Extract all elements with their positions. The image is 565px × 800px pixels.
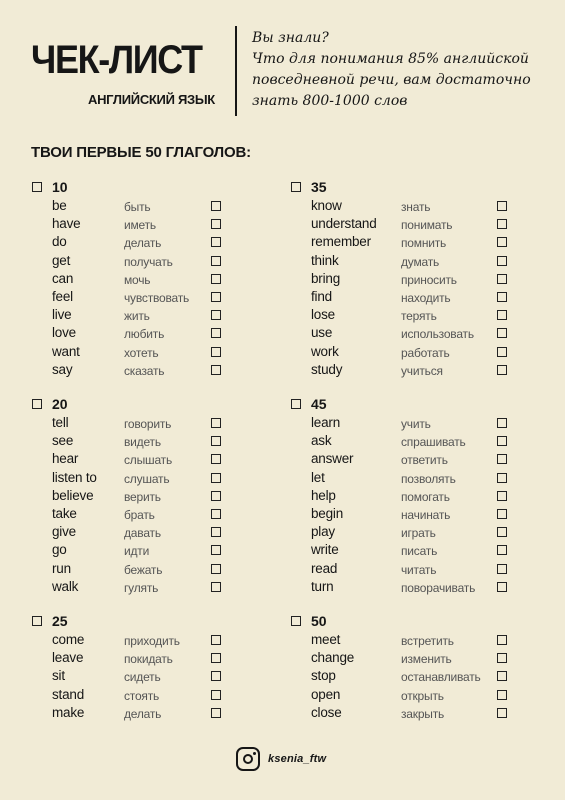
english-verb: know (311, 198, 342, 213)
verb-row (32, 451, 262, 469)
verb-row (291, 344, 521, 362)
russian-translation: приходить (124, 634, 180, 648)
group-number: 25 (52, 613, 68, 629)
russian-translation: ответить (401, 453, 448, 468)
verb-row (291, 650, 521, 668)
russian-translation: думать (401, 254, 440, 269)
did-you-know-text: Что для понимания 85% английской повседневной речи, вам достаточно знать 800-1000 слов (252, 51, 531, 109)
verb-row (32, 289, 262, 307)
russian-translation: сказать (124, 363, 165, 378)
header-divider (235, 26, 237, 116)
verb-row (32, 488, 262, 506)
verb-checkbox[interactable] (211, 564, 221, 574)
instagram-icon (236, 747, 260, 771)
verb-row (32, 234, 262, 252)
verb-checkbox[interactable] (497, 473, 507, 483)
section-heading: ТВОИ ПЕРВЫЕ 50 ГЛАГОЛОВ: (31, 144, 251, 161)
verb-row (291, 289, 521, 307)
verb-checkbox[interactable] (211, 635, 221, 645)
russian-translation: помогать (401, 489, 450, 504)
russian-translation: стоять (124, 688, 160, 703)
english-verb: say (52, 361, 73, 377)
verb-checkbox[interactable] (211, 256, 221, 266)
verb-checkbox[interactable] (211, 436, 221, 446)
verb-checkbox[interactable] (497, 436, 507, 446)
russian-translation: находить (401, 290, 451, 305)
russian-translation: жить (124, 309, 150, 324)
english-verb: answer (311, 451, 354, 467)
verb-checkbox[interactable] (497, 491, 507, 501)
russian-translation: покидать (124, 652, 173, 667)
verb-row (32, 198, 262, 216)
english-verb: walk (52, 578, 79, 594)
english-verb: sit (52, 668, 65, 684)
english-verb: give (52, 524, 76, 540)
verb-checkbox[interactable] (497, 635, 507, 645)
verb-row (32, 579, 262, 597)
verb-checkbox[interactable] (211, 237, 221, 247)
group-checkbox[interactable] (32, 616, 42, 626)
verb-checkbox[interactable] (497, 365, 507, 375)
russian-translation: делать (124, 236, 162, 251)
verb-checkbox[interactable] (497, 671, 507, 681)
english-verb: find (311, 288, 332, 304)
russian-translation: изменить (401, 652, 452, 667)
english-verb: feel (52, 288, 73, 304)
verb-checkbox[interactable] (497, 219, 507, 229)
verb-row (32, 415, 262, 433)
group-number: 35 (311, 179, 327, 195)
english-verb: see (52, 433, 74, 449)
english-verb: bring (311, 270, 341, 286)
english-verb: learn (311, 415, 341, 430)
verb-checkbox[interactable] (497, 545, 507, 555)
russian-translation: позволять (401, 471, 456, 486)
russian-translation: терять (401, 309, 437, 324)
english-verb: use (311, 325, 333, 341)
english-verb: turn (311, 578, 334, 594)
verb-row (32, 325, 262, 343)
english-verb: be (52, 198, 67, 213)
verb-checkbox[interactable] (211, 310, 221, 320)
verb-group-10 (32, 178, 262, 380)
verb-row (291, 271, 521, 289)
english-verb: can (52, 270, 74, 286)
group-checkbox[interactable] (291, 399, 301, 409)
english-verb: study (311, 361, 343, 377)
english-verb: go (52, 542, 67, 558)
russian-translation: учиться (401, 363, 443, 378)
verb-checkbox[interactable] (497, 328, 507, 338)
verb-row (291, 451, 521, 469)
verb-row (291, 253, 521, 271)
verb-checkbox[interactable] (497, 274, 507, 284)
verb-row (291, 488, 521, 506)
verb-row (32, 362, 262, 380)
verb-checkbox[interactable] (211, 201, 221, 211)
russian-translation: помнить (401, 236, 447, 251)
verb-row (291, 198, 521, 216)
verb-checkbox[interactable] (211, 491, 221, 501)
did-you-know-question: Вы знали? (252, 30, 329, 46)
verb-group-20 (32, 395, 262, 597)
verb-row (32, 687, 262, 705)
verb-row (291, 561, 521, 579)
verb-row (291, 433, 521, 451)
verb-checkbox[interactable] (497, 653, 507, 663)
group-header (291, 178, 521, 198)
verb-row (32, 344, 262, 362)
english-verb: write (311, 542, 339, 558)
verb-row (291, 632, 521, 650)
verb-row (32, 307, 262, 325)
russian-translation: читать (401, 562, 437, 577)
russian-translation: учить (401, 417, 431, 431)
russian-translation: верить (124, 489, 161, 504)
verb-row (291, 362, 521, 380)
verb-checkbox[interactable] (497, 454, 507, 464)
english-verb: open (311, 686, 341, 702)
group-number: 50 (311, 613, 327, 629)
english-verb: want (52, 343, 80, 359)
verb-row (291, 687, 521, 705)
verb-row (32, 524, 262, 542)
verb-checkbox[interactable] (211, 454, 221, 464)
verb-row (291, 705, 521, 723)
verb-checkbox[interactable] (211, 292, 221, 302)
english-verb: believe (52, 487, 94, 503)
russian-translation: чувствовать (124, 290, 190, 305)
english-verb: read (311, 560, 338, 576)
verb-checkbox[interactable] (497, 509, 507, 519)
group-header (32, 178, 262, 198)
verb-row (32, 253, 262, 271)
english-verb: ask (311, 433, 332, 449)
verb-row (291, 668, 521, 686)
russian-translation: встретить (401, 634, 454, 648)
group-header (32, 612, 262, 632)
verb-row (32, 470, 262, 488)
english-verb: work (311, 343, 339, 359)
verb-group-35 (291, 178, 521, 380)
verb-checkbox[interactable] (497, 582, 507, 592)
english-verb: get (52, 252, 71, 268)
verb-row (32, 271, 262, 289)
verb-checkbox[interactable] (211, 365, 221, 375)
russian-translation: писать (401, 544, 438, 559)
russian-translation: закрыть (401, 706, 445, 721)
group-checkbox[interactable] (32, 182, 42, 192)
group-checkbox[interactable] (291, 616, 301, 626)
verb-checkbox[interactable] (211, 274, 221, 284)
verb-checkbox[interactable] (497, 418, 507, 428)
english-verb: help (311, 487, 336, 503)
english-verb: stand (52, 686, 85, 702)
instagram-handle[interactable]: ksenia_ftw (268, 753, 327, 765)
verb-row (291, 325, 521, 343)
verb-row (291, 307, 521, 325)
did-you-know-note (252, 28, 552, 112)
verb-row (32, 650, 262, 668)
group-header (32, 395, 262, 415)
verb-checkbox[interactable] (497, 310, 507, 320)
english-verb: change (311, 650, 355, 666)
russian-translation: начинать (401, 507, 451, 522)
english-verb: think (311, 252, 339, 268)
verb-checkbox[interactable] (211, 509, 221, 519)
russian-translation: поворачивать (401, 580, 476, 595)
english-verb: understand (311, 216, 377, 232)
verb-row (291, 506, 521, 524)
russian-translation: делать (124, 706, 162, 721)
russian-translation: идти (124, 544, 150, 559)
russian-translation: быть (124, 200, 151, 214)
verb-row (32, 506, 262, 524)
english-verb: lose (311, 307, 335, 323)
russian-translation: приносить (401, 272, 457, 287)
group-checkbox[interactable] (32, 399, 42, 409)
page-title: ЧЕК-ЛИСТ (31, 38, 202, 82)
verb-checkbox[interactable] (497, 201, 507, 211)
verb-checkbox[interactable] (211, 418, 221, 428)
verb-checkbox[interactable] (211, 527, 221, 537)
english-verb: remember (311, 234, 371, 250)
verb-row (32, 668, 262, 686)
verb-checkbox[interactable] (497, 256, 507, 266)
russian-translation: давать (124, 526, 161, 541)
russian-translation: играть (401, 526, 436, 541)
verb-checkbox[interactable] (211, 347, 221, 357)
russian-translation: получать (124, 254, 173, 269)
english-verb: love (52, 325, 76, 341)
russian-translation: слушать (124, 471, 170, 486)
english-verb: run (52, 560, 71, 576)
russian-translation: гулять (124, 580, 159, 595)
verb-row (291, 470, 521, 488)
english-verb: let (311, 469, 325, 485)
verb-row (32, 433, 262, 451)
verb-checkbox[interactable] (211, 545, 221, 555)
verb-group-50 (291, 612, 521, 723)
verb-row (291, 542, 521, 560)
group-header (291, 395, 521, 415)
russian-translation: брать (124, 507, 155, 522)
russian-translation: любить (124, 327, 165, 342)
english-verb: close (311, 704, 342, 720)
english-verb: do (52, 234, 67, 250)
russian-translation: слышать (124, 453, 173, 468)
verb-row (32, 705, 262, 723)
group-number: 20 (52, 396, 68, 412)
verb-row (291, 234, 521, 252)
english-verb: stop (311, 668, 336, 684)
verb-checkbox[interactable] (211, 671, 221, 681)
verb-row (291, 415, 521, 433)
russian-translation: иметь (124, 218, 156, 233)
verb-checkbox[interactable] (211, 708, 221, 718)
english-verb: hear (52, 451, 79, 467)
english-verb: come (52, 632, 85, 647)
english-verb: live (52, 307, 72, 323)
verb-row (32, 632, 262, 650)
russian-translation: понимать (401, 218, 453, 233)
group-number: 45 (311, 396, 327, 412)
verb-checkbox[interactable] (497, 708, 507, 718)
russian-translation: знать (401, 200, 431, 214)
page-subtitle: АНГЛИЙСКИЙ ЯЗЫК (88, 92, 215, 107)
verb-row (291, 216, 521, 234)
english-verb: meet (311, 632, 341, 647)
russian-translation: открыть (401, 688, 444, 703)
verb-checkbox[interactable] (497, 690, 507, 700)
verb-group-45 (291, 395, 521, 597)
russian-translation: останавливать (401, 670, 481, 685)
group-number: 10 (52, 179, 68, 195)
verb-checkbox[interactable] (211, 328, 221, 338)
group-checkbox[interactable] (291, 182, 301, 192)
verb-checkbox[interactable] (497, 564, 507, 574)
verb-checkbox[interactable] (497, 292, 507, 302)
verb-row (32, 216, 262, 234)
russian-translation: говорить (124, 417, 172, 431)
verb-row (291, 524, 521, 542)
verb-checkbox[interactable] (497, 237, 507, 247)
footer (236, 746, 326, 772)
english-verb: make (52, 704, 85, 720)
group-header (291, 612, 521, 632)
verb-checkbox[interactable] (497, 527, 507, 537)
verb-checkbox[interactable] (211, 653, 221, 663)
english-verb: tell (52, 415, 69, 430)
russian-translation: бежать (124, 562, 163, 577)
verb-checkbox[interactable] (211, 473, 221, 483)
english-verb: listen to (52, 469, 97, 485)
verb-row (32, 561, 262, 579)
verb-row (32, 542, 262, 560)
russian-translation: использовать (401, 327, 474, 342)
english-verb: leave (52, 650, 84, 666)
verb-checkbox[interactable] (211, 690, 221, 700)
russian-translation: мочь (124, 272, 151, 287)
english-verb: play (311, 524, 335, 540)
russian-translation: хотеть (124, 345, 159, 360)
english-verb: have (52, 216, 81, 232)
verb-checkbox[interactable] (211, 219, 221, 229)
russian-translation: спрашивать (401, 435, 466, 450)
russian-translation: работать (401, 345, 450, 360)
english-verb: begin (311, 505, 344, 521)
english-verb: take (52, 505, 77, 521)
verb-checkbox[interactable] (497, 347, 507, 357)
russian-translation: сидеть (124, 670, 161, 685)
verb-row (291, 579, 521, 597)
verb-group-25 (32, 612, 262, 723)
verb-checkbox[interactable] (211, 582, 221, 592)
russian-translation: видеть (124, 435, 161, 450)
